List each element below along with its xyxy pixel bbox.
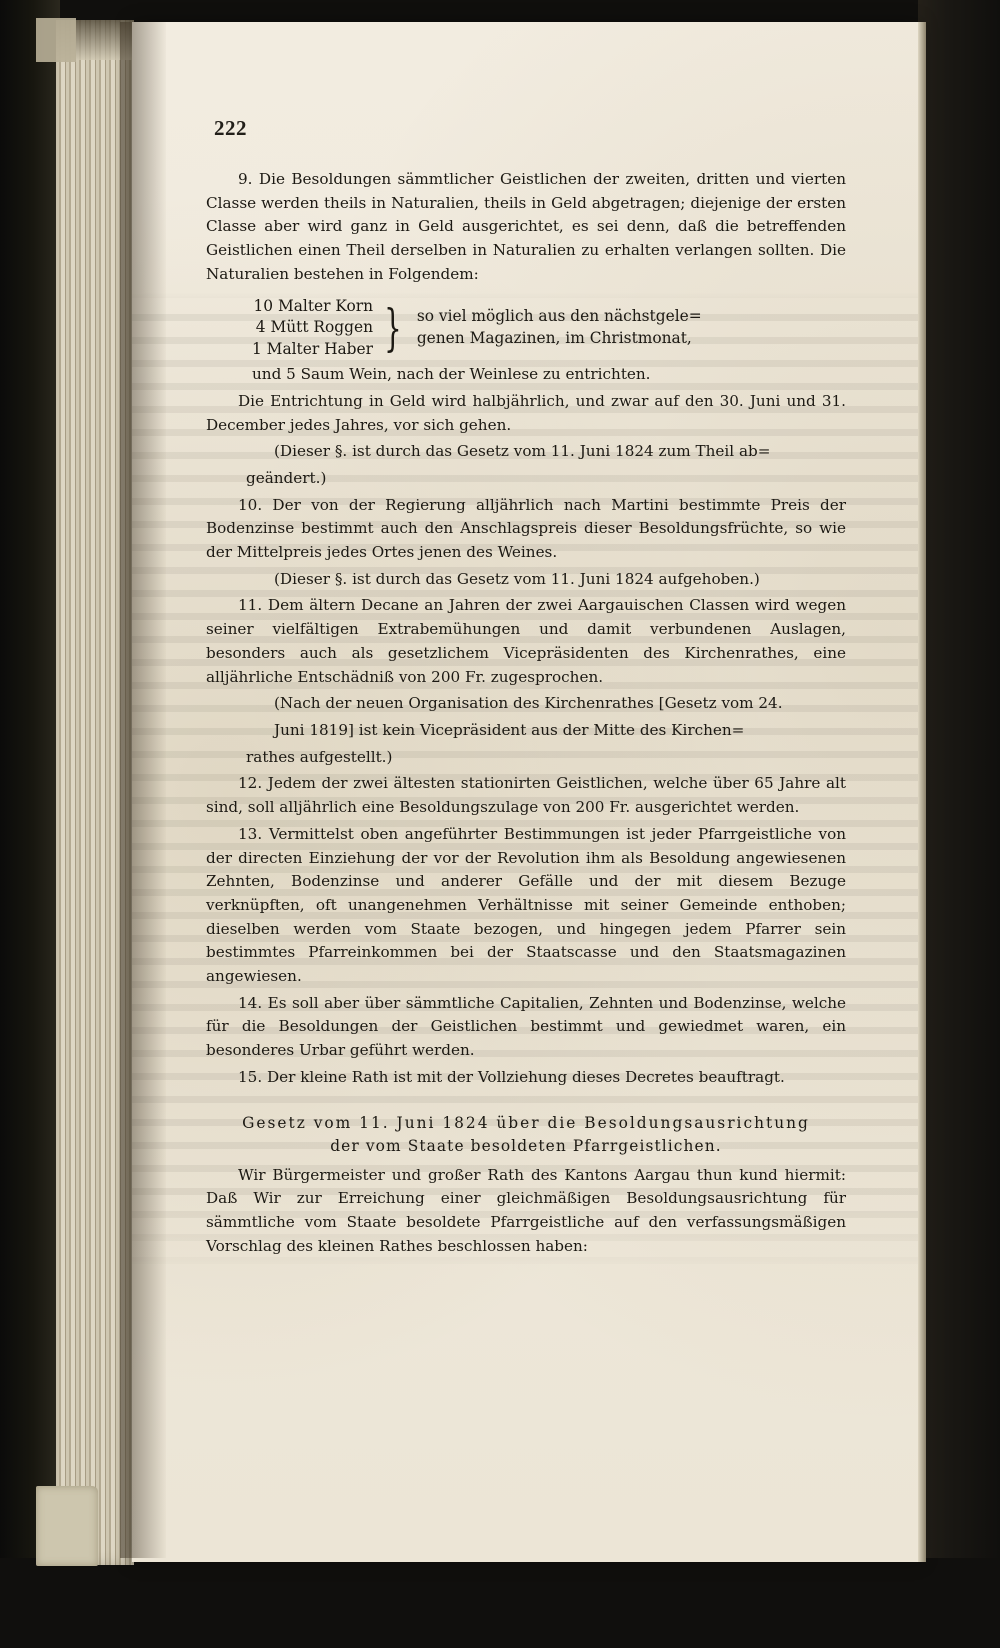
paragraph-entrichtung: Die Entrichtung in Geld wird halbjährlich, und zwar auf den 30. Juni und 31. December jedes Jahres, vor sich gehen. (206, 391, 846, 434)
naturalien-item-1: 10 Malter Korn (253, 296, 373, 315)
law-heading (206, 1112, 846, 1158)
brace-glyph: } (384, 299, 402, 358)
page-content (132, 22, 920, 1562)
paragraph-section-13: 13. Vermittelst oben angeführter Bestimmungen ist jeder Pfarrgeistliche von der directen Einziehung der vor der Revolution ihm als Besoldung angewiesenen Zehnten, Bodenzinse und anderer Gefälle und der mit diesem Bezuge verknüpften, oft unangenehmen Verhältnisse mit seiner Gemeinde enthoben; dieselben werden vom Staate bezogen, und hingegen jedem Pfarrer sein bestimmtes Pfarreinkommen bei der Staatscasse und den Staatsmagazinen angewiesen. (206, 824, 846, 986)
page-number: 222 (214, 116, 247, 140)
naturalien-item-3: 1 Malter Haber (252, 340, 373, 359)
law-heading-line-2: der vom Staate besoldeten Pfarrgeistlichen. (330, 1136, 722, 1155)
note-3-line-1: (Nach der neuen Organisation des Kirchenrathes [Gesetz vom 24. (274, 694, 783, 713)
law-heading-line-1: Gesetz vom 11. Juni 1824 über die Besoldungsausrichtung (242, 1113, 810, 1132)
naturalien-table (206, 296, 846, 362)
book-corner-upper (36, 18, 76, 62)
note-1-line-2: geändert.) (246, 468, 327, 487)
note-3-line-3: rathes aufgestellt.) (246, 747, 393, 766)
book-background-left (0, 0, 60, 1648)
book-corner-lower (36, 1486, 98, 1566)
paragraph-section-12: 12. Jedem der zwei ältesten stationirten Geistlichen, welche über 65 Jahre alt sind, soll alljährlich eine Besoldungszulage von 200 Fr. ausgerichtet werden. (206, 774, 846, 817)
paragraph-section-11: 11. Dem ältern Decane an Jahren der zwei Aargauischen Classen wird wegen seiner vielfältigen Extrabemühungen und damit verbundenen Auslagen, besonders auch als gesetzlichem Vicepräsidenten des Kirchenrathes, eine alljährliche Entschädniß von 200 Fr. zugesprochen. (206, 596, 846, 686)
note-1-line-1: (Dieser §. ist durch das Gesetz vom 11. Juni 1824 zum Theil ab= (274, 442, 771, 461)
paragraph-section-10: 10. Der von der Regierung alljährlich nach Martini bestimmte Preis der Bodenzinse bestimmt auch den Anschlagspreis dieser Besoldungsfrüchte, so wie der Mittelpreis jedes Ortes jenen des Weines. (206, 495, 846, 562)
page-body-text (206, 168, 846, 1262)
paragraph-section-15: 15. Der kleine Rath ist mit der Vollziehung dieses Decretes beauftragt. (238, 1067, 785, 1086)
paragraph-preamble: Wir Bürgermeister und großer Rath des Kantons Aargau thun kund hiermit: Daß Wir zur Erreichung einer gleichmäßigen Besoldungsausrichtung für sämmtliche vom Staate besoldete Pfarrgeistliche auf den verfassungsmäßigen Vorschlag des kleinen Rathes beschlossen haben: (206, 1165, 846, 1255)
note-2: (Dieser §. ist durch das Gesetz vom 11. Juni 1824 aufgehoben.) (274, 569, 760, 588)
paragraph-section-9: 9. Die Besoldungen sämmtlicher Geistlichen der zweiten, dritten und vierten Classe werden theils in Naturalien, theils in Geld abgetragen; diejenige der ersten Classe aber wird ganz in Geld ausgerichtet, es sei denn, daß die betreffenden Geistlichen einen Theil derselben in Naturalien zu erhalten verlangen sollten. Die Naturalien bestehen in Folgendem: (206, 170, 846, 283)
naturalien-items (252, 296, 373, 362)
paragraph-section-14: 14. Es soll aber über sämmtliche Capitalien, Zehnten und Bodenzinse, welche für die Besoldungen der Geistlichen bestimmt und gewiedmet waren, ein besonderes Urbar geführt werden. (206, 993, 846, 1060)
naturalien-condition-line-2: genen Magazinen, im Christmonat, (416, 329, 692, 348)
naturalien-condition-line-1: so viel möglich aus den nächstgele= (416, 307, 702, 326)
naturalien-condition (417, 306, 702, 350)
book-background-bottom (0, 1558, 1000, 1648)
book-background-right (918, 0, 1000, 1648)
note-3-line-2: Juni 1819] ist kein Vicepräsident aus der Mitte des Kirchen= (274, 720, 745, 739)
naturalien-after-line: und 5 Saum Wein, nach der Weinlese zu entrichten. (252, 365, 651, 384)
naturalien-item-2: 4 Mütt Roggen (255, 318, 373, 337)
book-background-top (0, 0, 1000, 22)
